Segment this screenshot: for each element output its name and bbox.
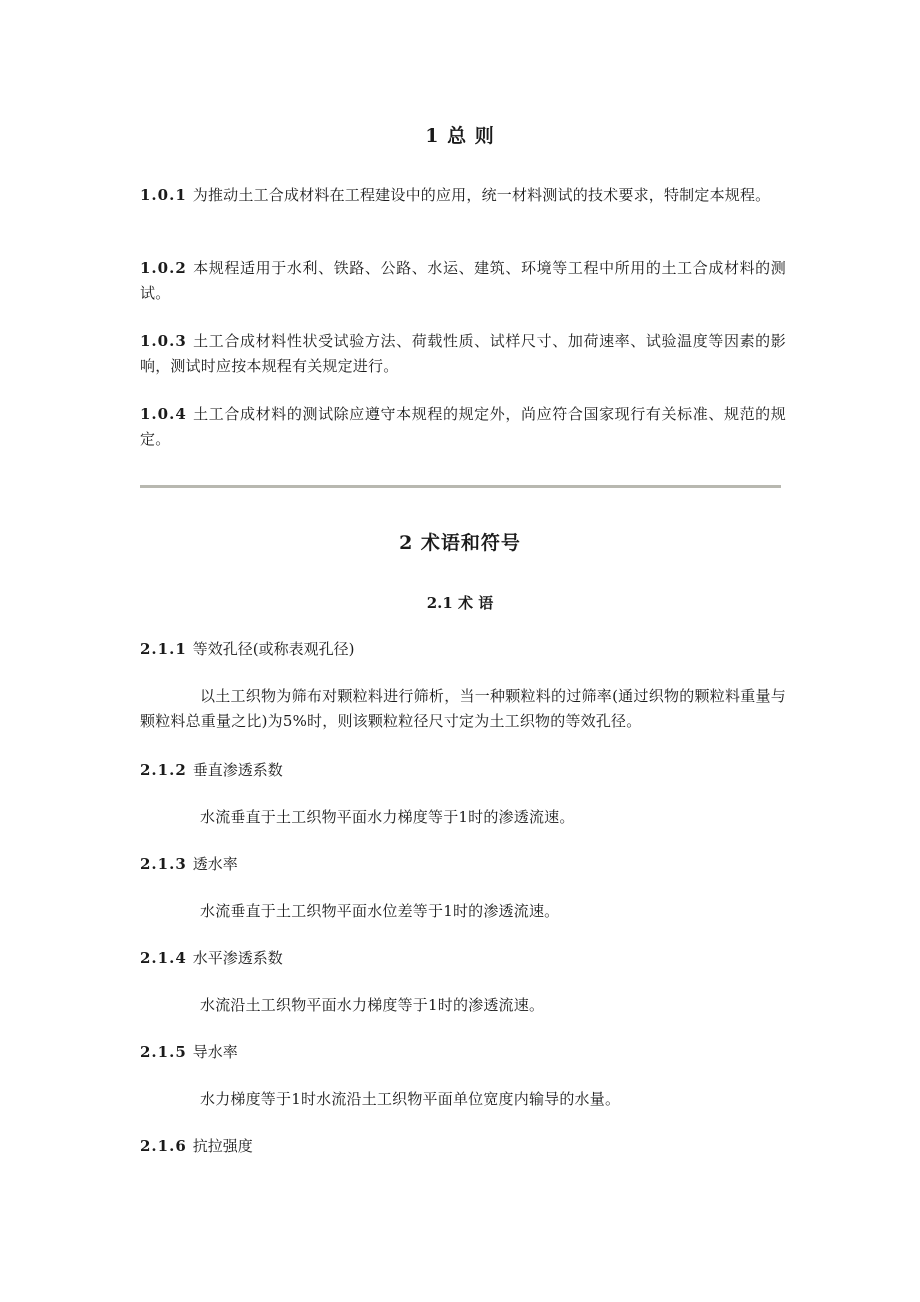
clause-1-0-4 xyxy=(140,402,786,452)
clause-number: 1.0.2 xyxy=(140,259,187,277)
term-number: 2.1.6 xyxy=(140,1137,187,1155)
clause-text: 土工合成材料的测试除应遵守本规程的规定外，尚应符合国家现行有关标准、规范的规定。 xyxy=(140,405,786,448)
term-2-1-3-definition: 水流垂直于土工织物平面水位差等于1时的渗透流速。 xyxy=(200,902,560,920)
term-2-1-3 xyxy=(140,852,786,877)
term-name: 水平渗透系数 xyxy=(192,949,283,967)
clause-1-0-1 xyxy=(140,183,786,208)
term-2-1-5-definition: 水力梯度等于1时水流沿土工织物平面单位宽度内输导的水量。 xyxy=(200,1090,621,1108)
section-2-1-title: 2.1 术 语 xyxy=(426,594,494,612)
term-number: 2.1.5 xyxy=(140,1043,187,1061)
clause-number: 1.0.4 xyxy=(140,405,187,423)
clause-text: 为推动土工合成材料在工程建设中的应用，统一材料测试的技术要求，特制定本规程。 xyxy=(192,186,771,204)
clause-number: 1.0.3 xyxy=(140,332,187,350)
clause-text: 土工合成材料性状受试验方法、荷载性质、试样尺寸、加荷速率、试验温度等因素的影响，测试时应按本规程有关规定进行。 xyxy=(140,332,786,375)
term-name: 抗拉强度 xyxy=(192,1137,253,1155)
clause-text: 本规程适用于水利、铁路、公路、水运、建筑、环境等工程中所用的土工合成材料的测试。 xyxy=(140,259,786,302)
term-2-1-5 xyxy=(140,1040,786,1065)
term-2-1-1-definition: 以土工织物为筛布对颗粒料进行筛析，当一种颗粒料的过筛率(通过织物的颗粒料重量与颗粒料总重量之比)为5%时，则该颗粒粒径尺寸定为土工织物的等效孔径。 xyxy=(140,687,786,730)
term-name: 透水率 xyxy=(192,855,238,873)
clause-1-0-3 xyxy=(140,329,786,379)
term-2-1-1 xyxy=(140,637,786,662)
term-2-1-4 xyxy=(140,946,786,971)
chapter-1-title: 1 总 则 xyxy=(425,125,495,147)
term-2-1-6 xyxy=(140,1134,786,1159)
term-number: 2.1.4 xyxy=(140,949,187,967)
term-2-1-4-definition: 水流沿土工织物平面水力梯度等于1时的渗透流速。 xyxy=(200,996,545,1014)
term-name: 垂直渗透系数 xyxy=(192,761,283,779)
chapter-2-title: 2 术语和符号 xyxy=(399,532,521,554)
term-2-1-2-definition: 水流垂直于土工织物平面水力梯度等于1时的渗透流速。 xyxy=(200,808,575,826)
clause-number: 1.0.1 xyxy=(140,186,187,204)
term-number: 2.1.2 xyxy=(140,761,187,779)
term-name: 导水率 xyxy=(192,1043,238,1061)
term-number: 2.1.3 xyxy=(140,855,187,873)
term-2-1-2 xyxy=(140,758,786,783)
clause-1-0-2 xyxy=(140,256,786,306)
term-name: 等效孔径(或称表观孔径) xyxy=(192,640,355,658)
term-number: 2.1.1 xyxy=(140,640,187,658)
page-divider xyxy=(140,485,781,488)
